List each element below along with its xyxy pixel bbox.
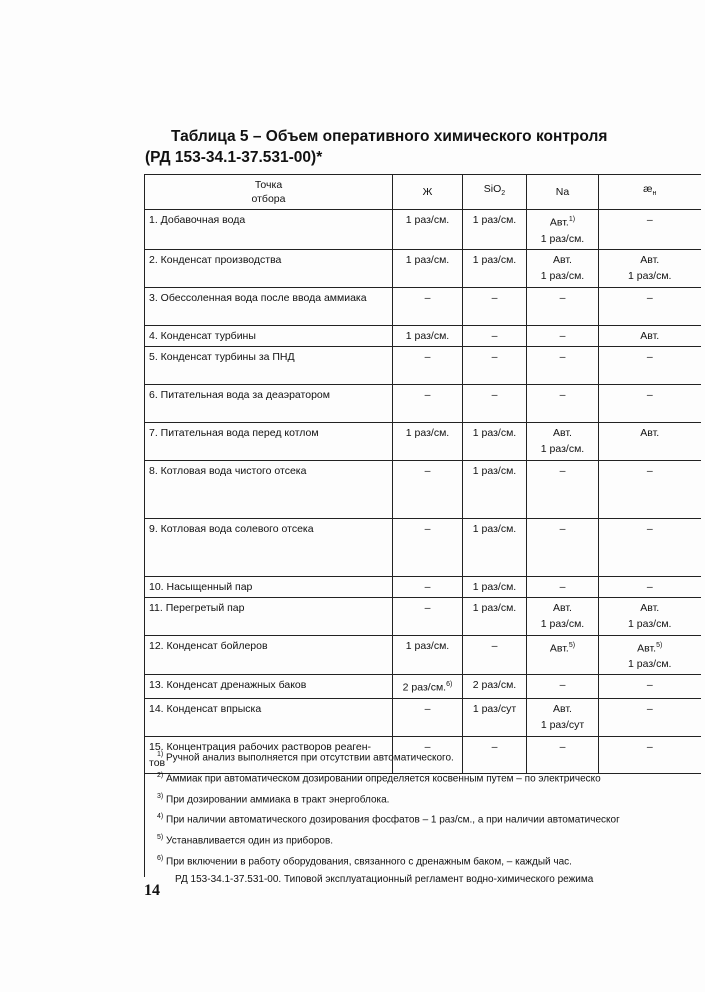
- cell-na: –: [527, 518, 599, 576]
- table-title: [145, 126, 705, 168]
- table-row: [145, 576, 701, 597]
- cell-sio2: 1 раз/см.: [463, 210, 527, 250]
- cell-zh: 1 раз/см.: [393, 422, 463, 460]
- cell-zh: –: [393, 698, 463, 736]
- footnote: $^{1)}$ Ручной анализ выполняется при отсутствии автоматического.: [157, 751, 454, 764]
- table-title-line2: (РД 153-34.1-37.531-00)*: [145, 149, 323, 166]
- cell-sio2: –: [463, 346, 527, 384]
- row-point-name: 9. Котловая вода солевого отсека: [145, 518, 393, 576]
- footnote: $^{6)}$ При включении в работу оборудования, связанного с дренажным баком, – каждый час.: [157, 855, 572, 868]
- row-point-name: 5. Конденсат турбины за ПНД: [145, 346, 393, 384]
- cell-sio2: –: [463, 384, 527, 422]
- cell-sio2: 1 раз/см.: [463, 576, 527, 597]
- cell-zh: 1 раз/см.: [393, 325, 463, 346]
- footnote: $^{4)}$ При наличии автоматического дозирования фосфатов – 1 раз/см., а при наличии автоматическог: [157, 813, 620, 826]
- cell-kappa: Авт. 1 раз/см.: [599, 249, 701, 287]
- cell-sio2: 1 раз/см.: [463, 249, 527, 287]
- cell-zh: 1 раз/см.: [393, 210, 463, 250]
- cell-kappa: –: [599, 675, 701, 699]
- page-number: 14: [144, 882, 160, 899]
- chem-control-table: [144, 174, 701, 774]
- cell-na: Авт. 1 раз/см.: [527, 422, 599, 460]
- table-row: [145, 422, 701, 460]
- cell-sio2: 1 раз/см.: [463, 460, 527, 518]
- cell-sio2: 1 раз/см.: [463, 422, 527, 460]
- cell-sio2: –: [463, 287, 527, 325]
- cell-kappa: Авт.: [599, 325, 701, 346]
- table-row: [145, 249, 701, 287]
- cell-kappa: Авт.: [599, 422, 701, 460]
- cell-na: –: [527, 460, 599, 518]
- row-point-name: 14. Конденсат впрыска: [145, 698, 393, 736]
- cell-zh: 2 раз/см.$^{6)}$: [393, 675, 463, 699]
- cell-kappa: –: [599, 736, 701, 773]
- row-point-name: 7. Питательная вода перед котлом: [145, 422, 393, 460]
- footnote: $^{2)}$ Аммиак при автоматическом дозировании определяется косвенным путем – по электрическо: [157, 771, 601, 785]
- table-row: [145, 698, 701, 736]
- row-point-name: 3. Обессоленная вода после ввода аммиака: [145, 287, 393, 325]
- cell-sio2: –: [463, 635, 527, 675]
- table-row: [145, 346, 701, 384]
- cell-na: Авт. 1 раз/см.: [527, 597, 599, 635]
- table-row: [145, 675, 701, 699]
- header-kappa: $æ_н$: [599, 175, 701, 210]
- doc-reference: РД 153-34.1-37.531-00. Типовой эксплуатационный регламент водно-химического режима: [175, 873, 594, 885]
- header-sio2: SiO$_2$: [463, 175, 527, 210]
- table-row: [145, 384, 701, 422]
- row-point-name: 12. Конденсат бойлеров: [145, 635, 393, 675]
- header-zh: Ж: [393, 175, 463, 210]
- cell-na: –: [527, 325, 599, 346]
- footnote: $^{5)}$ Устанавливается один из приборов.: [157, 834, 334, 847]
- cell-sio2: –: [463, 736, 527, 773]
- cell-sio2: 1 раз/см.: [463, 597, 527, 635]
- cell-na: Авт.$^{5)}$: [527, 635, 599, 675]
- cell-kappa: –: [599, 210, 701, 250]
- cell-zh: –: [393, 460, 463, 518]
- table-row: [145, 518, 701, 576]
- table-row: [145, 597, 701, 635]
- cell-zh: –: [393, 576, 463, 597]
- cell-zh: –: [393, 518, 463, 576]
- table-header-row: [145, 175, 701, 210]
- cell-sio2: –: [463, 325, 527, 346]
- row-point-name: 4. Конденсат турбины: [145, 325, 393, 346]
- cell-zh: 1 раз/см.: [393, 249, 463, 287]
- header-point: Точка отбора: [145, 175, 393, 210]
- cell-zh: –: [393, 384, 463, 422]
- cell-zh: –: [393, 597, 463, 635]
- footnote: $^{3)}$ При дозировании аммиака в тракт энергоблока.: [157, 792, 390, 805]
- table-row: [145, 210, 701, 250]
- footnotes: [144, 742, 700, 885]
- cell-kappa: –: [599, 384, 701, 422]
- cell-kappa: –: [599, 518, 701, 576]
- cell-sio2: 1 раз/см.: [463, 518, 527, 576]
- cell-sio2: 1 раз/сут: [463, 698, 527, 736]
- cell-kappa: –: [599, 460, 701, 518]
- row-point-name: 15. Концентрация рабочих растворов реаген- тов: [145, 736, 393, 773]
- cell-zh: –: [393, 287, 463, 325]
- table-title-line1: Таблица 5 – Объем оперативного химического контроля: [171, 128, 608, 145]
- cell-na: Авт. 1 раз/см.: [527, 249, 599, 287]
- cell-na: –: [527, 287, 599, 325]
- table-row: [145, 287, 701, 325]
- cell-kappa: –: [599, 287, 701, 325]
- cell-zh: –: [393, 346, 463, 384]
- cell-kappa: –: [599, 346, 701, 384]
- row-point-name: 11. Перегретый пар: [145, 597, 393, 635]
- table-row: [145, 325, 701, 346]
- row-point-name: 10. Насыщенный пар: [145, 576, 393, 597]
- row-point-name: 13. Конденсат дренажных баков: [145, 675, 393, 699]
- cell-na: –: [527, 384, 599, 422]
- cell-na: –: [527, 736, 599, 773]
- header-na: Na: [527, 175, 599, 210]
- table-row: [145, 460, 701, 518]
- cell-zh: –: [393, 736, 463, 773]
- cell-sio2: 2 раз/см.: [463, 675, 527, 699]
- row-point-name: 6. Питательная вода за деаэратором: [145, 384, 393, 422]
- cell-na: –: [527, 576, 599, 597]
- row-point-name: 2. Конденсат производства: [145, 249, 393, 287]
- cell-kappa: –: [599, 698, 701, 736]
- table-row: [145, 635, 701, 675]
- cell-na: –: [527, 675, 599, 699]
- cell-na: Авт. 1 раз/сут: [527, 698, 599, 736]
- cell-na: Авт.$^{1)}$ 1 раз/см.: [527, 210, 599, 250]
- row-point-name: 1. Добавочная вода: [145, 210, 393, 250]
- cell-kappa: –: [599, 576, 701, 597]
- cell-kappa: Авт. 1 раз/см.: [599, 597, 701, 635]
- cell-na: –: [527, 346, 599, 384]
- cell-zh: 1 раз/см.: [393, 635, 463, 675]
- cell-kappa: Авт.$^{5)}$ 1 раз/см.: [599, 635, 701, 675]
- row-point-name: 8. Котловая вода чистого отсека: [145, 460, 393, 518]
